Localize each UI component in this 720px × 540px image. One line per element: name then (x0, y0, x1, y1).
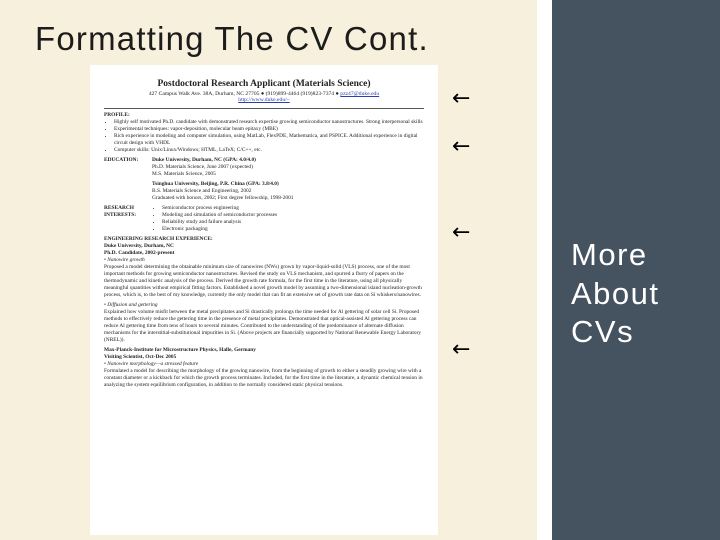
cv-experience-role: Visiting Scientist, Oct-Dec 2005 (104, 354, 177, 360)
cv-header: Postdoctoral Research Applicant (Materials Science) (157, 79, 371, 89)
cv-experience-org: Max-Planck-Institute for Microstructure Physics, Halle, Germany (104, 347, 256, 353)
cv-school: Tsinghua University, Beijing, P.R. China (GPA: 3.8/4.0) (152, 181, 279, 187)
cv-experience-paragraph: Formulated a model for describing the morphology of the growing nanowire, from the beginning of growth to either a steadily growing wire with a constant diameter or a kickback for which the growth process terminates. Included, for the first time in the literature, a dynamic chemical tension in analyzing the system equilibrium configuration, in addition to the normally considered static physical tensions. (104, 368, 423, 388)
cv-divider (104, 108, 424, 109)
cv-experience-topic: • Diffusion and gettering (104, 302, 158, 308)
cv-research-item: • Reliability study and failure analysis (162, 219, 424, 226)
cv-research-section (104, 205, 424, 233)
cv-profile-item: • Experimental techniques: vapor-deposition, molecular beam epitaxy (MBE) (114, 126, 424, 133)
side-title-line: More (571, 237, 648, 272)
cv-degree: Ph.D. Materials Science, June 2007 (expected) (152, 164, 253, 170)
side-title (571, 236, 711, 352)
cv-research-label: RESEARCH INTERESTS: (104, 205, 137, 218)
cv-education-section (104, 157, 424, 202)
cv-profile-item: • Computer skills: Unix/Linux/Windows; HTML, LaTeX; C/C++, etc. (114, 147, 424, 154)
cv-experience-topic: • Nanowire growth (104, 257, 145, 263)
slide-title: Formatting The CV Cont. (35, 20, 429, 57)
cv-degree: Graduated with honors, 2002; First degree fellowship, 1998-2001 (152, 195, 294, 201)
side-title-line: About (571, 275, 660, 311)
left-arrow-icon: ← (452, 134, 471, 159)
cv-profile-item: • Highly self motivated Ph.D. candidate with demonstrated research expertise growing semiconductor nanostructures. Strong interpersonal skills (114, 119, 424, 126)
cv-experience-org: Duke University, Durham, NC (104, 243, 174, 249)
cv-profile-item: • Rich experience in modeling and computer simulation, using MatLab, FlexPDE, Mathematica, and PSPICE. Additional experience in digital circuit design with VHDL (114, 133, 424, 147)
cv-profile-label: PROFILE: (104, 112, 130, 118)
cv-email-link: pzz47@duke.edu (340, 91, 380, 97)
cv-research-item: • Electronic packaging (162, 226, 424, 233)
cv-experience-topic: • Nanowire morphology—a stressed feature (104, 361, 199, 367)
cv-contact (90, 91, 438, 103)
cv-website-link: http://www.duke.edu/~ (238, 97, 290, 103)
cv-research-item: • Semiconductor process engineering (162, 205, 424, 212)
cv-school: Duke University, Durham, NC (GPA: 4.0/4.0) (152, 157, 256, 163)
cv-document-image (90, 65, 438, 535)
side-title-line: CVs (571, 314, 635, 349)
cv-degree: B.S. Materials Science and Engineering, 2002 (152, 188, 252, 194)
cv-experience-role: Ph.D. Candidate, 2002-present (104, 250, 175, 256)
cv-degree: M.S. Materials Science, 2005 (152, 171, 216, 177)
cv-experience-section (104, 236, 424, 389)
cv-experience-label: ENGINEERING RESEARCH EXPERIENCE: (104, 236, 213, 242)
cv-contact-text: 427 Campus Walk Ave. 38A, Durham, NC 27705 ● (919)899-4464 (919)823-7374 ● (148, 91, 339, 97)
cv-research-item: • Modeling and simulation of semiconductor processes (162, 212, 424, 219)
cv-experience-paragraph: Proposed a model determining the obtainable minimum size of nanowires (NWs) grown by vapor-liquid-solid (VLS) process, one of the most important methods for growing semiconductor nanostructures. Revised the study on VLS mechanism, and spurred a flurry of papers on the thermodynamic and kinetic analysis of the process. Derived the growth rate formula, for the first time in the literature, using all physically meaningful quantities without empirical fitting factors. Established a novel growth model by assuming a two-dimensional island nucleation-growth process, which is, to the best of my knowledge, currently the only model that can fit an extensive set of growth rate data on Si whiskers/nanowires. (104, 264, 422, 298)
cv-profile-section (104, 112, 424, 154)
left-arrow-icon: ← (452, 337, 471, 362)
cv-education-label: EDUCATION: (104, 157, 139, 163)
cv-experience-paragraph: Explained how volume misfit between the metal precipitates and Si drastically prolongs the time needed for Al gettering of solar cell Si. Proposed methods to effectively reduce the gettering time in the presence of metal precipitates. Demonstrated that optical-assisted Al gettering process can reduce Al gettering time from tens of hours to several minutes. Contributed to the understanding of the predominance of alternate diffusion mechanisms for the interstitial-substitutional impurities in Si. (Above projects are financially supported by National Renewable Energy Laboratory (NREL)). (104, 309, 422, 343)
left-arrow-icon: ← (452, 86, 471, 111)
left-arrow-icon: ← (452, 220, 471, 245)
